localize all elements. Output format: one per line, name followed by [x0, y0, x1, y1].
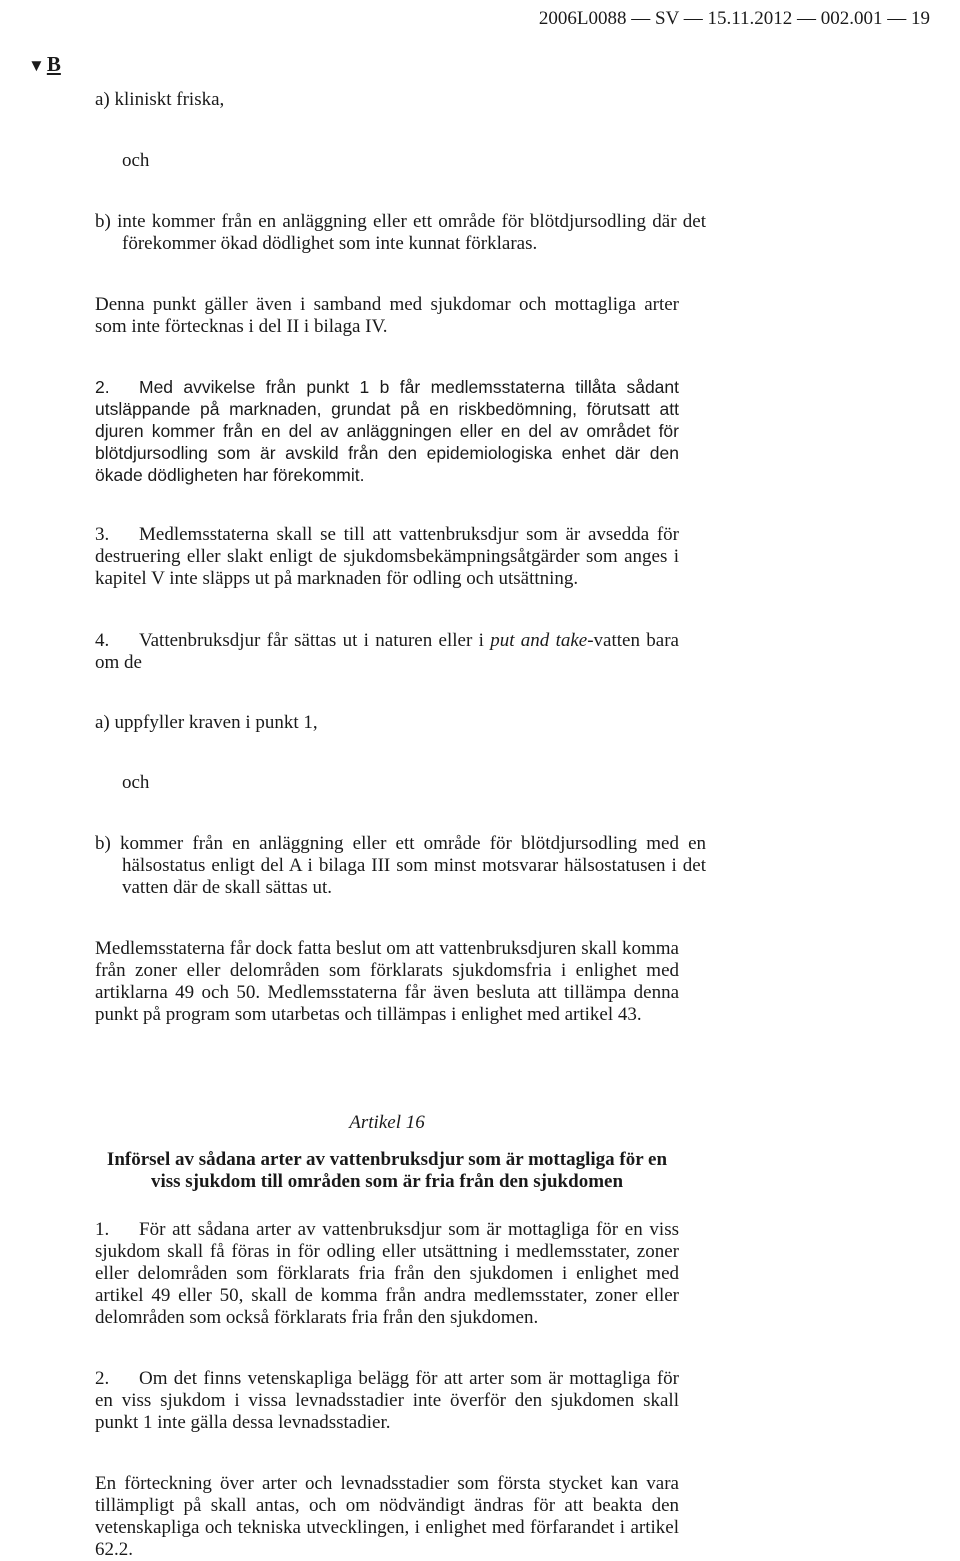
conjunction-och: och	[122, 150, 150, 171]
paragraph-3-text: Medlemsstaterna skall se till att vattenbruksdjur som är avsedda för destruering eller slakt enligt de sjukdomsbekämpningsåtgärder som anges i kapitel V inte släpps ut på marknaden för odling och utsättning.	[95, 524, 679, 589]
article-paragraph-1	[95, 1219, 679, 1329]
item-a-requirements: a) uppfyller kraven i punkt 1,	[95, 712, 318, 733]
paragraph-4-text-end: -vatten bara om de	[95, 630, 679, 673]
item-b-health-status: b) kommer från en anläggning eller ett område för blötdjursodling med en hälsostatus enligt del A i bilaga III som minst motsvarar hälsostatusen i det vatten där de skall sättas ut.	[95, 833, 706, 898]
running-header: 2006L0088 — SV — 15.11.2012 — 002.001 — 19	[538, 8, 930, 29]
paragraph-4	[95, 630, 679, 674]
paragraph-4-text-start: Vattenbruksdjur får sättas ut i naturen eller i	[139, 630, 491, 651]
paragraph-2	[95, 376, 679, 486]
paragraph-4-italic-term: put and take	[490, 630, 588, 651]
paragraph-2-text: Med avvikelse från punkt 1 b får medlemsstaterna tillåta sådant utsläppande på marknaden, grundat på en riskbedömning, förutsatt att djuren kommer från en del av anläggningen eller en del av området för blötdjursodling som är avskild från den epidemiologiska enhet där den ökade dödligheten har förekommit.	[95, 377, 679, 485]
article-paragraph-1-text: För att sådana arter av vattenbruksdjur som är mottagliga för en viss sjukdom skall få föras in för odling eller utsättning i medlemsstater, zoner eller delområden som förklarats fria från den sjukdomen i enlighet med artikel 49 eller 50, skall de komma från andra medlemsstater, zoner eller delområden som också förklarats fria från den sjukdomen.	[95, 1219, 679, 1328]
paragraph-forteckning: En förteckning över arter och levnadsstadier som första stycket kan vara tillämpligt på skall antas, och om nödvändigt ändras för att beakta den vetenskapliga och tekniska utvecklingen, i enlighet med förfarandet i artikel 62.2.	[95, 1473, 679, 1560]
article-paragraph-2	[95, 1368, 679, 1434]
paragraph-number: 2.	[95, 377, 110, 397]
paragraph-denna-punkt: Denna punkt gäller även i samband med sjukdomar och mottagliga arter som inte förtecknas i del II i bilaga IV.	[95, 294, 679, 337]
paragraph-medlemsstaterna: Medlemsstaterna får dock fatta beslut om att vattenbruksdjuren skall komma från zoner eller delområden som förklarats sjukdomsfria i enlighet med artiklarna 49 och 50. Medlemsstaterna får även besluta att tillämpa denna punkt på program som utarbetas och tillämpas i enlighet med artikel 43.	[95, 938, 679, 1025]
amendment-marker-letter: B	[46, 52, 61, 76]
paragraph-3	[95, 524, 679, 590]
article-title: Införsel av sådana arter av vattenbruksdjur som är mottagliga för en viss sjukdom till områden som är fria från den sjukdomen	[106, 1149, 668, 1192]
paragraph-number: 2.	[95, 1368, 110, 1389]
article-paragraph-2-text: Om det finns vetenskapliga belägg för att arter som är mottagliga för en viss sjukdom i vissa levnadsstadier inte överför den sjukdomen skall punkt 1 inte gälla dessa levnadsstadier.	[95, 1368, 679, 1433]
paragraph-number: 1.	[95, 1219, 110, 1240]
article-label: Artikel 16	[349, 1112, 425, 1133]
amendment-marker	[28, 52, 61, 78]
item-b-mortality: b) inte kommer från en anläggning eller ett område för blötdjursodling där det förekommer ökad dödlighet som inte kunnat förklaras.	[95, 211, 706, 254]
triangle-down-icon: ▼	[28, 56, 45, 75]
conjunction-och: och	[122, 772, 150, 793]
paragraph-number: 4.	[95, 630, 110, 651]
paragraph-number: 3.	[95, 524, 110, 545]
item-a-clinically-healthy: a) kliniskt friska,	[95, 89, 225, 110]
